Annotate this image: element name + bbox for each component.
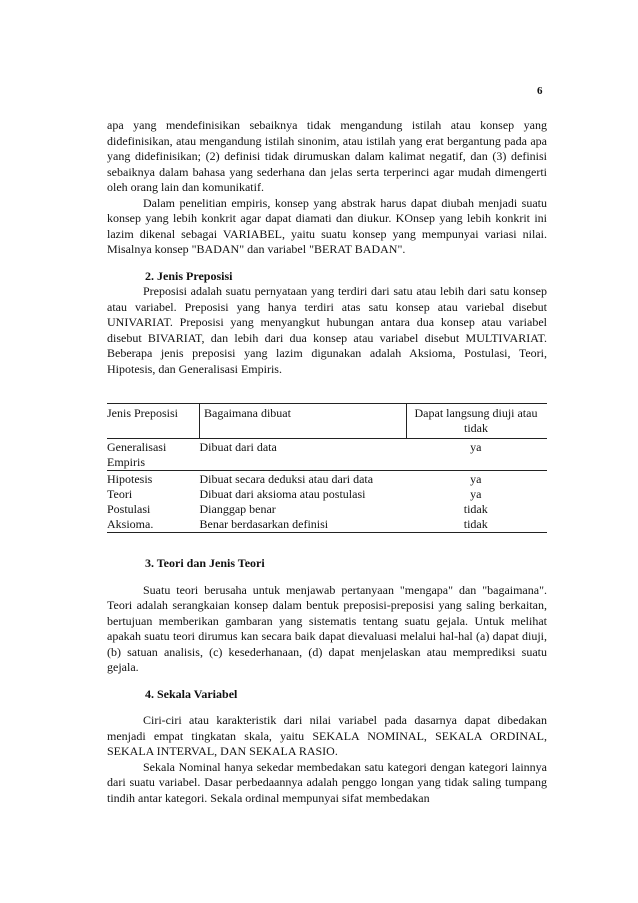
cell-diuji: ya [470,487,482,501]
paragraph-preposisi: Preposisi adalah suatu pernyataan yang terdiri dari satu atau lebih dari satu konsep atau variabel. Preposisi yang hanya terdiri atas satu konsep atau variebal disebut UNIVARIAT. Preposisi yang menyangkut hubungan antara dua konsep atau variabel disebut BIVARIAT, dan lebih dari dua konsep atau variabel disebut MULTIVARIAT. Beberapa jenis preposisi yang lazim digunakan adalah Aksioma, Postulasi, Teori, Hipotesis, dan Generalisasi Empiris. [107,284,547,376]
cell-jenis: Postulasi [107,502,151,516]
cell-diuji: tidak [407,517,548,533]
column-header-jenis: Jenis Preposisi [107,404,200,439]
table-row [107,502,547,517]
cell-diuji: tidak [463,502,488,516]
cell-jenis: Teori [107,487,133,501]
paragraph-variable-concept: Dalam penelitian empiris, konsep yang abstrak harus dapat diubah menjadi suatu konsep yang lebih konkrit agar dapat diamati dan diukur. KOnsep yang lebih konkrit ini lazim dikenal sebagai VARIABEL, yaitu suatu konsep yang mempunyai variasi nilai. Misalnya konsep "BADAN" dan variabel "BERAT BADAN". [107,195,547,256]
paragraph-teori: Suatu teori berusaha untuk menjawab pertanyaan "mengapa" dan "bagaimana". Teori adalah serangkaian konsep dalam bentuk preposisi-preposisi yang saling berkaitan, bertujuan memberikan gambaran yang sistematis tentang suatu gejala. Untuk melihat apakah suatu teori dirumus kan secara baik dapat dievaluasi melalui hal-hal (a) dapat diuji, (b) satuan analisis, (c) kesederhanaan, (d) dapat menjelaskan atau memprediksi suatu gejala. [107,582,547,674]
column-header-diuji: Dapat langsung diuji atau tidak [407,404,548,439]
document-body [107,118,547,806]
page-number: 6 [537,85,543,97]
cell-diuji: ya [470,472,482,486]
paragraph-definition-rules: apa yang mendefinisikan sebaiknya tidak mengandung istilah atau konsep yang didefinisikan, atau mengandung istilah sinonim, atau istilah yang erat bergantung pada apa yang didefinisikan; (2) definisi tidak dirumuskan dalam kalimat negatif, dan (3) definisi sebaiknya dalam bahasa yang sederhana dan jelas serta terperinci agar mudah dimengerti oleh orang lain dan komunikatif. [107,118,547,194]
cell-bagaimana: Dibuat dari data [200,439,407,471]
column-header-bagaimana: Bagaimana dibuat [200,404,407,439]
cell-bagaimana: Dibuat secara deduksi atau dari data [199,472,374,486]
cell-bagaimana: Dibuat dari aksioma atau postulasi [199,487,366,501]
section-heading-jenis-preposisi: 2. Jenis Preposisi [145,268,233,283]
cell-jenis: Aksioma. [107,517,200,533]
cell-jenis: Hipotesis [107,472,153,486]
table-row [107,487,547,502]
table-row [107,471,547,488]
paragraph-skala-nominal: Sekala Nominal hanya sekedar membedakan satu kategori dengan kategori lainnya dari suatu variabel. Dasar perbedaannya adalah penggo longan yang tidak saling tumpang tindih antar kategori. Sekala ordinal mempunyai sifat membedakan [107,759,547,805]
table-row [107,517,547,533]
cell-bagaimana: Dianggap benar [199,502,276,516]
cell-diuji: ya [407,439,548,471]
table-row [107,439,547,471]
table-header-row [107,404,547,439]
paragraph-skala-intro: Ciri-ciri atau karakteristik dari nilai variabel pada dasarnya dapat dibedakan menjadi empat tingkatan skala, yaitu SEKALA NOMINAL, SEKALA ORDINAL, SEKALA INTERVAL, DAN SEKALA RASIO. [107,713,547,758]
section-heading-teori: 3. Teori dan Jenis Teori [145,556,265,570]
cell-jenis: Generalisasi Empiris [107,439,200,471]
section-heading-sekala-variabel: 4. Sekala Variabel [145,686,238,701]
cell-bagaimana: Benar berdasarkan definisi [200,517,407,533]
preposisi-table [107,403,547,533]
